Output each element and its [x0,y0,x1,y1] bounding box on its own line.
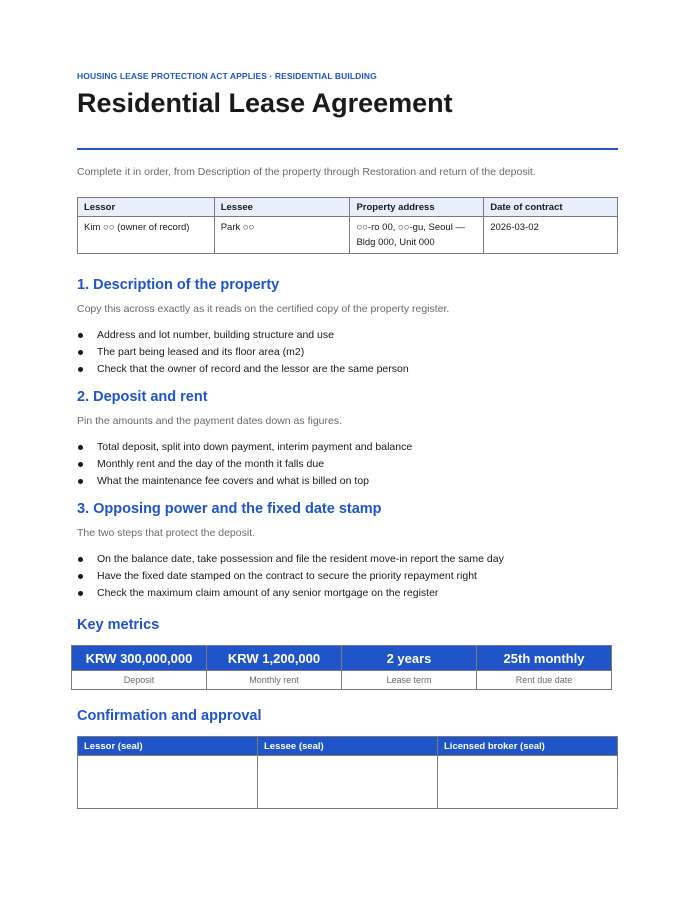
parties-header-row [78,198,618,217]
section-approval [77,708,618,724]
section-heading: 1. Description of the property [77,277,280,293]
signature-header-row [78,737,618,756]
section-description-text: Copy this across exactly as it reads on the certified copy of the property register. [77,303,450,315]
list-item [77,361,618,378]
section-key-metrics [77,617,618,633]
cell-date-of-contract: 2026-03-02 [484,217,618,254]
list-item-text: Check the maximum claim amount of any senior mortgage on the register [97,587,439,599]
key-metrics-table [71,645,612,690]
section-opposing-power [77,501,618,602]
intro-text: Complete it in order, from Description of the property through Restoration and return of the deposit. [77,166,536,178]
bullet-icon [78,350,83,355]
metric-value-monthly-rent: KRW 1,200,000 [207,646,342,671]
signature-header-lessor: Lessor (seal) [78,737,258,756]
list-item-text: Address and lot number, building structure and use [97,329,334,341]
document-kicker: HOUSING LEASE PROTECTION ACT APPLIES · RESIDENTIAL BUILDING [77,71,377,81]
signature-header-broker: Licensed broker (seal) [438,737,618,756]
metric-value-deposit: KRW 300,000,000 [72,646,207,671]
section-description-text: Pin the amounts and the payment dates down as figures. [77,415,342,427]
metric-label-deposit: Deposit [72,671,207,690]
bullet-icon [78,445,83,450]
list-item [77,456,618,473]
section-heading: 2. Deposit and rent [77,389,208,405]
signature-table [77,736,618,809]
list-item-text: Monthly rent and the day of the month it falls due [97,458,325,470]
bullet-list [77,439,618,490]
section-deposit-rent [77,389,618,490]
header-date-of-contract: Date of contract [484,198,618,217]
list-item [77,585,618,602]
bullet-list [77,327,618,378]
signature-box-lessee[interactable] [258,756,438,809]
section-description [77,277,618,378]
list-item-text: What the maintenance fee covers and what is billed on top [97,475,369,487]
bullet-list [77,551,618,602]
bullet-icon [78,557,83,562]
parties-data-row [78,217,618,254]
metrics-label-row [72,671,612,690]
metric-value-rent-due-date: 25th monthly [477,646,612,671]
metric-label-rent-due-date: Rent due date [477,671,612,690]
document-title: Residential Lease Agreement [77,88,453,118]
section-description-text: The two steps that protect the deposit. [77,527,256,539]
header-property-address: Property address [350,198,484,217]
approval-heading: Confirmation and approval [77,708,262,724]
list-item [77,551,618,568]
list-item-text: Total deposit, split into down payment, interim payment and balance [97,441,413,453]
parties-table [77,197,618,254]
metric-label-monthly-rent: Monthly rent [207,671,342,690]
bullet-icon [78,591,83,596]
list-item [77,439,618,456]
bullet-icon [78,479,83,484]
bullet-icon [78,462,83,467]
list-item-text: Have the fixed date stamped on the contract to secure the priority repayment right [97,570,477,582]
header-lessor: Lessor [78,198,215,217]
signature-box-broker[interactable] [438,756,618,809]
header-lessee: Lessee [214,198,350,217]
list-item-text: On the balance date, take possession and file the resident move-in report the same day [97,553,504,565]
list-item [77,473,618,490]
cell-lessee: Park ○○ [214,217,350,254]
bullet-icon [78,367,83,372]
metric-label-lease-term: Lease term [342,671,477,690]
signature-box-lessor[interactable] [78,756,258,809]
title-divider [77,148,618,150]
signature-header-lessee: Lessee (seal) [258,737,438,756]
section-heading: 3. Opposing power and the fixed date stamp [77,501,382,517]
cell-lessor: Kim ○○ (owner of record) [78,217,215,254]
list-item [77,344,618,361]
list-item [77,327,618,344]
bullet-icon [78,574,83,579]
list-item-text: Check that the owner of record and the lessor are the same person [97,363,409,375]
list-item [77,568,618,585]
cell-property-address: ○○-ro 00, ○○-gu, Seoul — Bldg 000, Unit 000 [350,217,484,254]
list-item-text: The part being leased and its floor area (m2) [97,346,305,358]
key-metrics-heading: Key metrics [77,617,160,633]
signature-row [78,756,618,809]
metric-value-lease-term: 2 years [342,646,477,671]
metrics-value-row [72,646,612,671]
bullet-icon [78,333,83,338]
